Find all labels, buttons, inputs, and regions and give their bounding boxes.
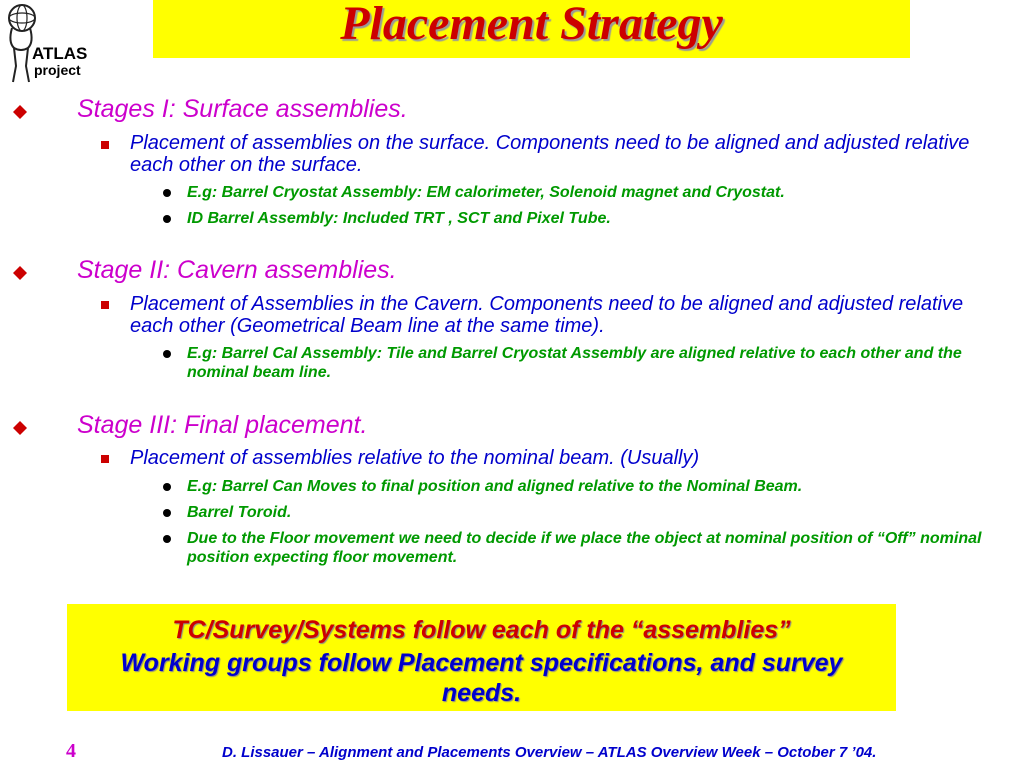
dot-bullet-icon <box>163 189 171 197</box>
dot-bullet-icon <box>163 350 171 358</box>
section-heading-2: Stage II: Cavern assemblies. <box>77 256 397 284</box>
section-3-item-1: Placement of assemblies relative to the nominal beam. (Usually) <box>130 447 700 469</box>
dot-bullet-icon <box>163 215 171 223</box>
diamond-bullet-icon <box>10 418 30 438</box>
diamond-bullet-icon <box>10 102 30 122</box>
title-banner <box>153 0 910 58</box>
section-3-subitem-3: Due to the Floor movement we need to decide if we place the object at nominal position of “Off” nominal position expecting floor movement. <box>187 530 982 566</box>
section-3-subitem-2: Barrel Toroid. <box>187 504 292 521</box>
atlas-logo <box>2 2 88 84</box>
square-bullet-icon <box>101 301 109 309</box>
section-1-subitem-2: ID Barrel Assembly: Included TRT , SCT and Pixel Tube. <box>187 210 611 227</box>
callout-line-2: Working groups follow Placement specifications, and survey needs. <box>120 649 843 707</box>
square-bullet-icon <box>101 455 109 463</box>
section-2-subitem-1: E.g: Barrel Cal Assembly: Tile and Barrel Cryostat Assembly are aligned relative to each other and the nominal beam line. <box>187 345 962 381</box>
page-number: 4 <box>66 740 76 762</box>
section-heading-1: Stages I: Surface assemblies. <box>77 95 408 123</box>
section-heading-3: Stage III: Final placement. <box>77 411 368 439</box>
callout-box <box>67 604 896 711</box>
dot-bullet-icon <box>163 509 171 517</box>
section-3-subitem-1: E.g: Barrel Can Moves to final position and aligned relative to the Nominal Beam. <box>187 478 803 495</box>
section-1-subitem-1: E.g: Barrel Cryostat Assembly: EM calorimeter, Solenoid magnet and Cryostat. <box>187 184 785 201</box>
logo-project-text: project <box>34 62 81 78</box>
callout-line-1: TC/Survey/Systems follow each of the “assemblies” <box>172 616 791 644</box>
slide-title: Placement Strategy <box>340 0 723 50</box>
square-bullet-icon <box>101 141 109 149</box>
section-2-item-1: Placement of Assemblies in the Cavern. Components need to be aligned and adjusted relative each other (Geometrical Beam line at the same time). <box>130 293 964 337</box>
diamond-bullet-icon <box>10 263 30 283</box>
dot-bullet-icon <box>163 483 171 491</box>
footer-text: D. Lissauer – Alignment and Placements Overview – ATLAS Overview Week – October 7 ’04. <box>222 744 877 761</box>
logo-atlas-text: ATLAS <box>32 44 88 63</box>
section-1-item-1: Placement of assemblies on the surface. Components need to be aligned and adjusted relative each other on the surface. <box>130 132 970 176</box>
dot-bullet-icon <box>163 535 171 543</box>
